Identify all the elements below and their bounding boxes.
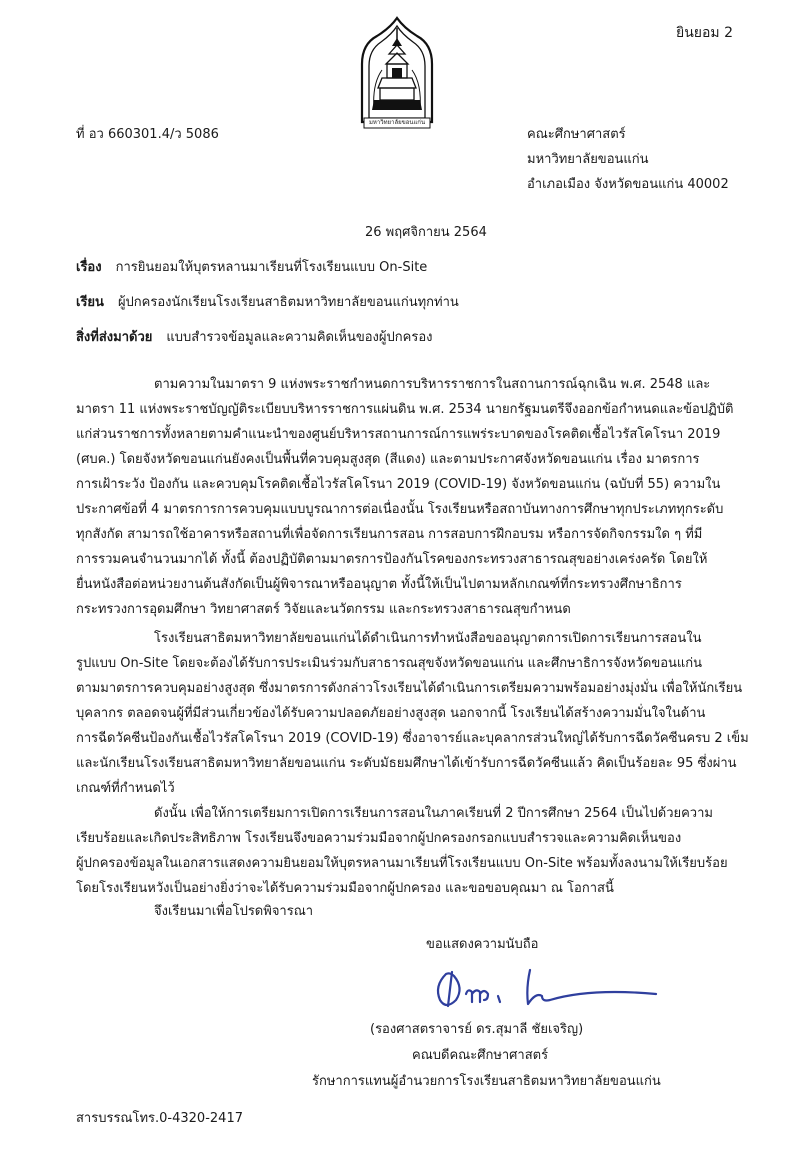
paragraph-1-line: ยื่นหนังสือต่อหน่วยงานต้นสังกัดเป็นผู้พิจารณาหรืออนุญาต ทั้งนี้ให้เป็นไปตามหลักเกณฑ์ที่กระทรวงศึกษาธิการ xyxy=(76,577,682,592)
paragraph-1-line: การรวมคนจำนวนมากได้ ทั้งนี้ ต้องปฏิบัติตามมาตรการป้องกันโรคของกระทรวงสาธารณสุขอย่างเคร่งครัด โดยให้ xyxy=(76,552,708,567)
logo-caption: มหาวิทยาลัยขอนแก่น xyxy=(368,119,426,126)
address-line-3: อำเภอเมือง จังหวัดขอนแก่น 40002 xyxy=(527,177,729,192)
copy-label: ยินยอม 2 xyxy=(676,25,733,41)
university-seal-logo xyxy=(352,14,442,132)
paragraph-3-line: ผู้ปกครองข้อมูลในเอกสารแสดงความยินยอมให้บุตรหลานมาเรียนที่โรงเรียนแบบ On-Site พร้อมทั้งลงนามให้เรียบร้อย xyxy=(76,856,728,871)
signer-position: คณบดีคณะศึกษาศาสตร์ xyxy=(412,1048,549,1063)
paragraph-1-line: แก่ส่วนราชการทั้งหลายตามคำแนะนำของศูนย์บริหารสถานการณ์การแพร่ระบาดของโรคติดเชื้อไวรัสโคโรนา 2019 xyxy=(76,427,721,442)
paragraph-1-line: มาตรา 11 แห่งพระราชบัญญัติระเบียบบริหารราชการแผ่นดิน พ.ศ. 2534 นายกรัฐมนตรีจึงออกข้อกำหนดและข้อปฏิบัติ xyxy=(76,402,734,417)
document-number: ที่ อว 660301.4/ว 5086 xyxy=(76,127,219,142)
request-line: จึงเรียนมาเพื่อโปรดพิจารณา xyxy=(154,904,314,919)
subject-row xyxy=(76,260,427,276)
subject-label: เรื่อง xyxy=(76,260,102,275)
address-line-1: คณะศึกษาศาสตร์ xyxy=(527,127,626,142)
address-line-2: มหาวิทยาลัยขอนแก่น xyxy=(527,152,649,167)
signature xyxy=(430,966,660,1016)
paragraph-1-line: ทุกสังกัด สามารถใช้อาคารหรือสถานที่เพื่อจัดการเรียนการสอน การสอบการฝึกอบรม หรือการจัดกิจกรรมใด ๆ ที่มี xyxy=(76,527,703,542)
university-seal-icon xyxy=(352,14,442,132)
paragraph-3-line: โดยโรงเรียนหวังเป็นอย่างยิ่งว่าจะได้รับความร่วมมือจากผู้ปกครอง และขอขอบคุณมา ณ โอกาสนี้ xyxy=(76,881,614,896)
paragraph-2-line: บุคลากร ตลอดจนผู้ที่มีส่วนเกี่ยวข้องได้รับความปลอดภัยอย่างสูงสุด นอกจากนี้ โรงเรียนได้สร้างความมั่นใจในด้าน xyxy=(76,706,706,721)
recipient-row xyxy=(76,295,459,311)
paragraph-3-line: ดังนั้น เพื่อให้การเตรียมการเปิดการเรียนการสอนในภาคเรียนที่ 2 ปีการศึกษา 2564 เป็นไปด้วยความ xyxy=(154,806,713,821)
paragraph-1-line: (ศบค.) โดยจังหวัดขอนแก่นยังคงเป็นพื้นที่ควบคุมสูงสุด (สีแดง) และตามประกาศจังหวัดขอนแก่น เรื่อง มาตรการ xyxy=(76,452,700,467)
recipient-label: เรียน xyxy=(76,295,104,310)
subject-text: การยินยอมให้บุตรหลานมาเรียนที่โรงเรียนแบบ On-Site xyxy=(115,260,428,275)
paragraph-1-line: กระทรวงการอุดมศึกษา วิทยาศาสตร์ วิจัยและนวัตกรรม และกระทรวงสาธารณสุขกำหนด xyxy=(76,602,571,617)
paragraph-2-line: และนักเรียนโรงเรียนสาธิตมหาวิทยาลัยขอนแก่น ระดับมัธยมศึกษาได้เข้ารับการฉีดวัคซีนแล้ว คิดเป็นร้อยละ 95 ซึ่งผ่าน xyxy=(76,756,737,771)
paragraph-2-line: การฉีดวัคซีนป้องกันเชื้อไวรัสโคโรนา 2019 (COVID-19) ซึ่งอาจารย์และบุคลากรส่วนใหญ่ได้รับการฉีดวัคซีนครบ 2 เข็ม xyxy=(76,731,749,746)
handwritten-signature-icon xyxy=(430,966,660,1016)
recipient-text: ผู้ปกครองนักเรียนโรงเรียนสาธิตมหาวิทยาลัยขอนแก่นทุกท่าน xyxy=(117,295,459,310)
letter-date: 26 พฤศจิกายน 2564 xyxy=(365,225,487,240)
paragraph-2-line: เกณฑ์ที่กำหนดไว้ xyxy=(76,781,175,796)
closing-phrase: ขอแสดงความนับถือ xyxy=(426,937,539,952)
enclosure-row xyxy=(76,330,432,346)
enclosure-text: แบบสำรวจข้อมูลและความคิดเห็นของผู้ปกครอง xyxy=(166,330,433,345)
paragraph-3-line: เรียบร้อยและเกิดประสิทธิภาพ โรงเรียนจึงขอความร่วมมือจากผู้ปกครองกรอกแบบสำรวจและความคิดเห็นของ xyxy=(76,831,682,846)
paragraph-1-line: การเฝ้าระวัง ป้องกัน และควบคุมโรคติดเชื้อไวรัสโคโรนา 2019 (COVID-19) จังหวัดขอนแก่น (ฉบับที่ 55) ความใน xyxy=(76,477,721,492)
signer-acting-position: รักษาการแทนผู้อำนวยการโรงเรียนสาธิตมหาวิทยาลัยขอนแก่น xyxy=(312,1074,661,1089)
signer-name: (รองศาสตราจารย์ ดร.สุมาลี ชัยเจริญ) xyxy=(370,1022,584,1037)
paragraph-2-line: ตามมาตรการควบคุมอย่างสูงสุด ซึ่งมาตรการดังกล่าวโรงเรียนได้ดำเนินการเตรียมความพร้อมอย่างมุ่งมั่น เพื่อให้นักเรียน xyxy=(76,681,743,696)
paragraph-1-line: ประกาศข้อที่ 4 มาตรการการควบคุมแบบบูรณาการต่อเนื่องนั้น โรงเรียนหรือสถาบันทางการศึกษาทุกประเภททุกระดับ xyxy=(76,502,724,517)
enclosure-label: สิ่งที่ส่งมาด้วย xyxy=(76,330,153,345)
paragraph-1-line: ตามความในมาตรา 9 แห่งพระราชกำหนดการบริหารราชการในสถานการณ์ฉุกเฉิน พ.ศ. 2548 และ xyxy=(154,377,711,392)
paragraph-2-line: โรงเรียนสาธิตมหาวิทยาลัยขอนแก่นได้ดำเนินการทำหนังสือขออนุญาตการเปิดการเรียนการสอนใน xyxy=(154,631,702,646)
contact-phone: สารบรรณโทร.0-4320-2417 xyxy=(76,1111,243,1126)
paragraph-2-line: รูปแบบ On-Site โดยจะต้องได้รับการประเมินร่วมกับสาธารณสุขจังหวัดขอนแก่น และศึกษาธิการจังหวัดขอนแก่น xyxy=(76,656,703,671)
